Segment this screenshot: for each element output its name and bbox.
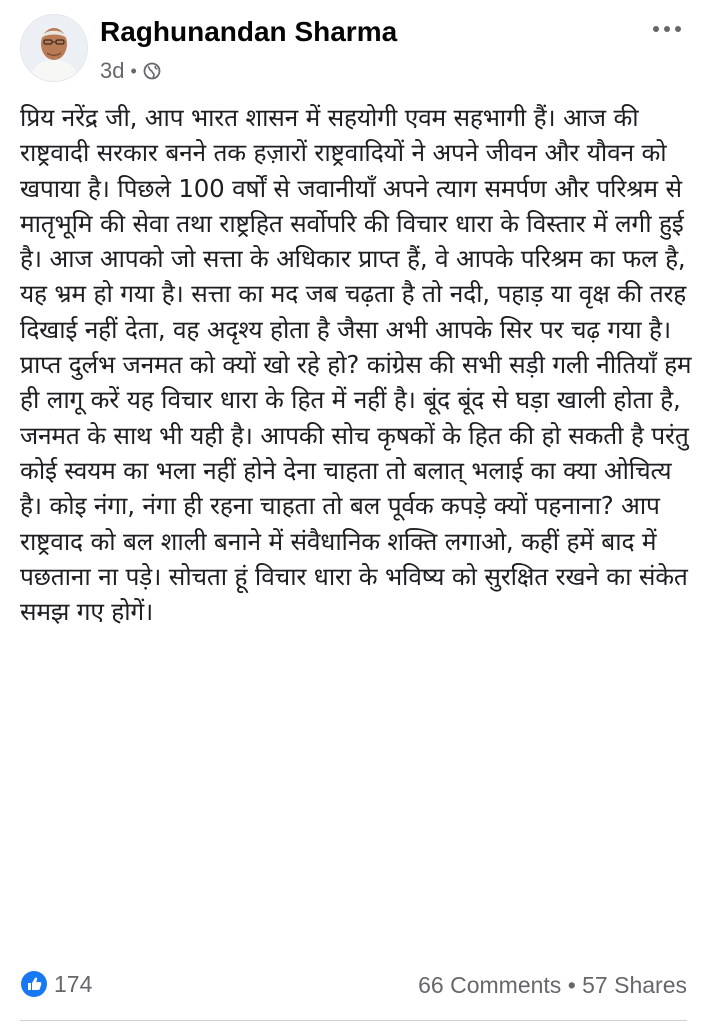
more-options-icon bbox=[652, 25, 682, 33]
avatar-image bbox=[21, 15, 87, 81]
engagement-separator: • bbox=[567, 972, 576, 998]
reaction-count: 174 bbox=[54, 970, 93, 997]
post-time[interactable]: 3d bbox=[100, 58, 125, 83]
shares-count[interactable]: 57 Shares bbox=[582, 972, 687, 998]
globe-icon[interactable] bbox=[143, 62, 161, 80]
avatar[interactable] bbox=[20, 14, 88, 82]
post-footer bbox=[20, 966, 687, 1006]
post-header bbox=[20, 14, 687, 88]
author-name[interactable]: Raghunandan Sharma bbox=[100, 16, 398, 47]
footer-divider bbox=[20, 1020, 687, 1021]
more-options-button[interactable] bbox=[647, 16, 687, 42]
post-body-text: प्रिय नरेंद्र जी, आप भारत शासन में सहयोगी एवम सहभागी हैं। आज की राष्ट्रवादी सरकार बनने तक हज़ारों राष्ट्रवादियों ने अपने जीवन और यौवन को खपाया है। पिछले 100 वर्षों से जवानीयाँ अपने त्याग समर्पण और परिश्रम से मातृभूमि की सेवा तथा राष्ट्रहित सर्वोपरि की विचार धारा के विस्तार में लगी हुई है। आज आपको जो सत्ता के अधिकार प्राप्त हैं, वे आपके परिश्रम का फल है, यह भ्रम हो गया है। सत्ता का मद जब चढ़ता है तो नदी, पहाड़ या वृक्ष की तरह दिखाई नहीं देता, वह अदृश्य होता है जैसा अभी आपके सिर पर चढ़ गया है। प्राप्त दुर्लभ जनमत को क्यों खो रहे हो? कांग्रेस की सभी सड़ी गली नीतियाँ हम ही लागू करें यह विचार धारा के हित में नहीं है। बूंद बूंद से घड़ा खाली होता है, जनमत के साथ भी यही है। आपकी सोच कृषकों के हित की हो सकती है परंतु कोई स्वयम का भला नहीं होने देना चाहता तो बलात् भलाई का क्या ओचित्य है। कोइ नंगा, नंगा ही रहना चाहता तो बल पूर्वक कपड़े क्यों पहनाना? आप राष्ट्रवाद को बल शाली बनाने में संवैधानिक शक्ति लगाओ, कहीं हमें बाद में पछताना ना पड़े। सोचता हूं विचार धारा के भविष्य को सुरक्षित रखने का संकेत समझ गए होगें। bbox=[20, 103, 692, 627]
reactions-summary[interactable] bbox=[20, 970, 92, 998]
post-meta bbox=[100, 58, 161, 84]
like-icon bbox=[20, 970, 48, 998]
engagement-summary bbox=[418, 972, 687, 999]
meta-separator: • bbox=[130, 60, 137, 81]
comments-count[interactable]: 66 Comments bbox=[418, 972, 562, 998]
